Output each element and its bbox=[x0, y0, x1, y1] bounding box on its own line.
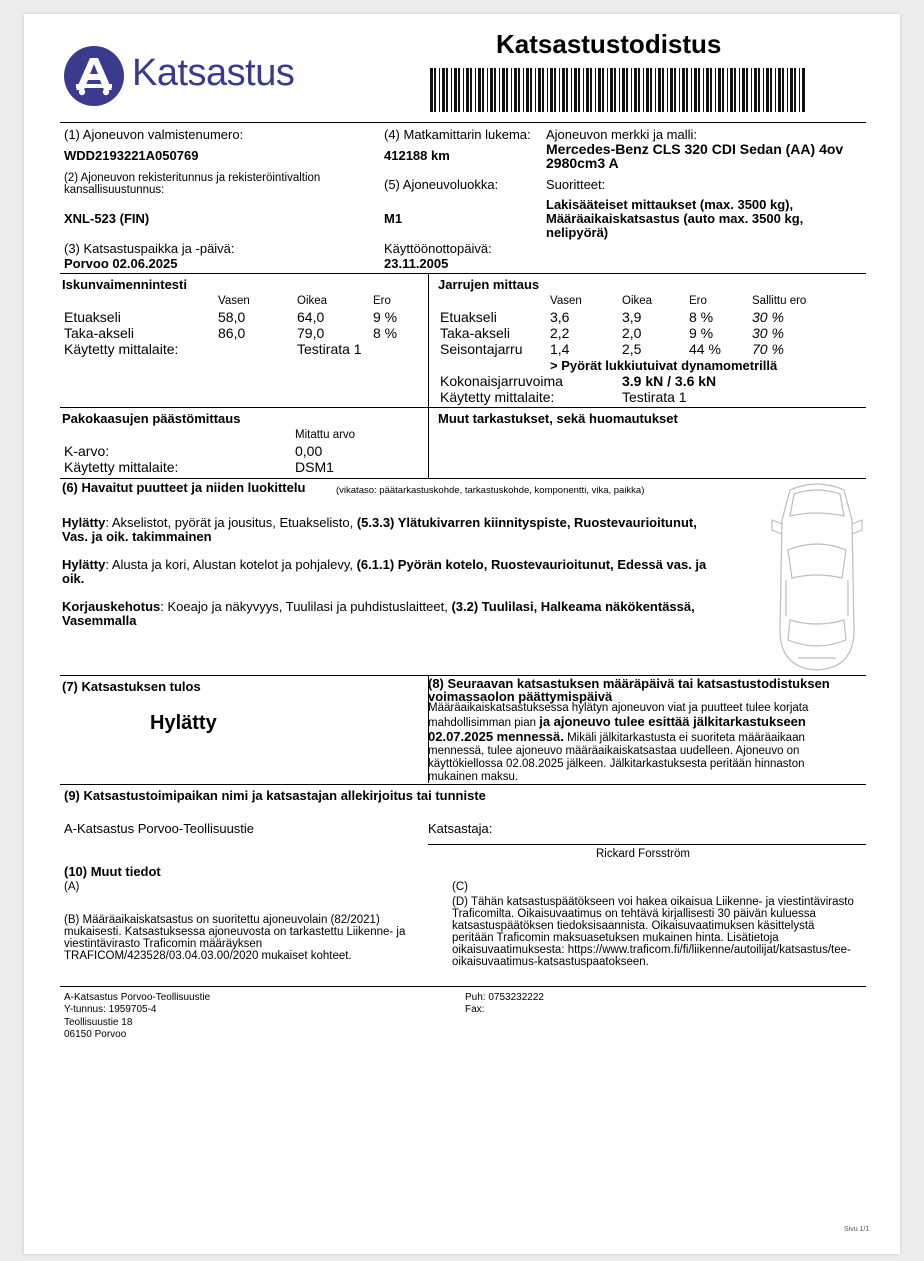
barcode-bar bbox=[466, 68, 469, 112]
barcode-bar bbox=[715, 68, 716, 112]
barcode-bar bbox=[463, 68, 464, 112]
barcode-bar bbox=[794, 68, 796, 112]
car-diagram-icon bbox=[768, 480, 866, 674]
defect-level: Hylätty bbox=[62, 557, 106, 572]
emission-k-label: K-arvo: bbox=[64, 443, 110, 459]
barcode-bar bbox=[535, 68, 536, 112]
vin-label: (1) Ajoneuvon valmistenumero: bbox=[64, 127, 244, 142]
barcode-bar bbox=[634, 68, 637, 112]
other-checks-title: Muut tarkastukset, sekä huomautukset bbox=[438, 411, 678, 426]
barcode-bar bbox=[578, 68, 580, 112]
brake-row-diff: 9 % bbox=[689, 325, 714, 341]
barcode-bar bbox=[658, 68, 661, 112]
barcode-bar bbox=[706, 68, 709, 112]
barcode-bar bbox=[499, 68, 500, 112]
certificate-page bbox=[24, 14, 900, 1254]
barcode-bar bbox=[643, 68, 644, 112]
barcode-bar bbox=[698, 68, 700, 112]
defects-subtitle: (vikataso: päätarkastuskohde, tarkastuskohde, komponentti, vika, paikka) bbox=[336, 485, 645, 496]
misc-c: (C) bbox=[452, 881, 468, 893]
barcode-bar bbox=[730, 68, 733, 112]
barcode-bar bbox=[758, 68, 760, 112]
defect-level: Korjauskehotus bbox=[62, 599, 161, 614]
odometer-label: (4) Matkamittarin lukema: bbox=[384, 127, 531, 142]
make-line1: Mercedes-Benz CLS 320 CDI Sedan (AA) 4ov bbox=[546, 141, 844, 157]
brake-row-label: Taka-akseli bbox=[440, 325, 511, 341]
barcode-bar bbox=[722, 68, 724, 112]
brake-col-left: Vasen bbox=[550, 295, 582, 307]
reg-label-line1: (2) Ajoneuvon rekisteritunnus ja rekisteröintivaltion bbox=[64, 172, 321, 184]
performed-line2: Määräaikaiskatsastus (auto max. 3500 kg, bbox=[546, 211, 804, 226]
vin-value: WDD2193221A050769 bbox=[64, 148, 199, 163]
barcode-bar bbox=[559, 68, 560, 112]
barcode-bar bbox=[622, 68, 625, 112]
brake-row-label: Seisontajarru bbox=[440, 341, 523, 357]
barcode-bar bbox=[478, 68, 481, 112]
footer-street: Teollisuustie 18 bbox=[64, 1017, 133, 1028]
barcode-bar bbox=[530, 68, 532, 112]
next-text bbox=[428, 702, 838, 784]
barcode-bar bbox=[482, 68, 484, 112]
barcode-bar bbox=[454, 68, 457, 112]
barcode-bar bbox=[691, 68, 692, 112]
intro-value: 23.11.2005 bbox=[384, 256, 449, 271]
barcode bbox=[430, 68, 810, 112]
place-value: Porvoo 02.06.2025 bbox=[64, 256, 178, 271]
barcode-bar bbox=[446, 68, 448, 112]
barcode-bar bbox=[631, 68, 632, 112]
class-value: M1 bbox=[384, 211, 403, 226]
barcode-bar bbox=[799, 68, 800, 112]
barcode-bar bbox=[787, 68, 788, 112]
barcode-bar bbox=[562, 68, 565, 112]
barcode-bar bbox=[614, 68, 616, 112]
emission-device-label: Käytetty mittalaite: bbox=[64, 459, 179, 475]
brake-col-allowed: Sallittu ero bbox=[752, 295, 807, 307]
class-label: (5) Ajoneuvoluokka: bbox=[384, 177, 499, 192]
next-title-line2: voimassaolon päättymispäivä bbox=[428, 689, 613, 704]
barcode-bar bbox=[742, 68, 745, 112]
inspector-name: Rickard Forsström bbox=[596, 848, 690, 860]
brake-row-diff: 8 % bbox=[689, 309, 714, 325]
barcode-bar bbox=[514, 68, 517, 112]
defect-level: Hylätty bbox=[62, 515, 106, 530]
inspector-label: Katsastaja: bbox=[428, 821, 493, 836]
emission-k-value: 0,00 bbox=[295, 443, 323, 459]
barcode-bar bbox=[739, 68, 740, 112]
barcode-bar bbox=[554, 68, 556, 112]
barcode-bar bbox=[754, 68, 757, 112]
barcode-bar bbox=[434, 68, 436, 112]
result-title: (7) Katsastuksen tulos bbox=[62, 679, 201, 694]
barcode-bar bbox=[574, 68, 577, 112]
place-label: (3) Katsastuspaikka ja -päivä: bbox=[64, 241, 235, 256]
barcode-bar bbox=[662, 68, 664, 112]
barcode-bar bbox=[718, 68, 721, 112]
emission-col-measured: Mitattu arvo bbox=[295, 429, 356, 441]
barcode-bar bbox=[598, 68, 601, 112]
defect-text: : Koeajo ja näkyvyys, Tuulilasi ja puhdistuslaitteet, bbox=[160, 599, 452, 614]
next-text-a: Määräaikaiskatsastuksessa hylätyn ajoneuvon viat ja puutteet tulee korjata mahdollisimman pian bbox=[428, 702, 809, 729]
barcode-bar bbox=[655, 68, 656, 112]
barcode-bar bbox=[506, 68, 508, 112]
barcode-bar bbox=[751, 68, 752, 112]
defect-item bbox=[62, 516, 726, 544]
barcode-bar bbox=[766, 68, 769, 112]
barcode-bar bbox=[802, 68, 805, 112]
brake-row-allowed: 30 % bbox=[752, 325, 784, 341]
brake-device: Testirata 1 bbox=[622, 389, 687, 405]
barcode-bar bbox=[778, 68, 781, 112]
defect-item bbox=[62, 558, 726, 586]
shock-device: Testirata 1 bbox=[297, 341, 362, 357]
barcode-bar bbox=[502, 68, 505, 112]
misc-title: (10) Muut tiedot bbox=[64, 864, 161, 879]
barcode-bar bbox=[458, 68, 460, 112]
barcode-bar bbox=[646, 68, 649, 112]
brake-col-right: Oikea bbox=[622, 295, 653, 307]
barcode-bar bbox=[487, 68, 488, 112]
shock-row-left: 86,0 bbox=[218, 325, 246, 341]
barcode-bar bbox=[763, 68, 764, 112]
barcode-bar bbox=[595, 68, 596, 112]
brake-row-right: 2,0 bbox=[622, 325, 642, 341]
next-deadline: ja ajoneuvo tulee esittää jälkitarkastukseen 02.07.2025 mennessä. bbox=[428, 714, 806, 744]
barcode-bar bbox=[518, 68, 520, 112]
barcode-bar bbox=[470, 68, 472, 112]
barcode-bar bbox=[667, 68, 668, 112]
brake-row-allowed: 30 % bbox=[752, 309, 784, 325]
brake-row-label: Etuakseli bbox=[440, 309, 497, 325]
shock-row-right: 79,0 bbox=[297, 325, 325, 341]
footer-ytunnus: Y-tunnus: 1959705-4 bbox=[64, 1004, 157, 1015]
make-label: Ajoneuvon merkki ja malli: bbox=[546, 127, 698, 142]
brake-row-left: 1,4 bbox=[550, 341, 570, 357]
defect-detail: (5.3.3) Ylätukivarren kiinnityspiste, Ruostevaurioitunut, Vas. ja oik. takimmainen bbox=[62, 515, 697, 544]
barcode-bar bbox=[550, 68, 553, 112]
barcode-bar bbox=[686, 68, 688, 112]
defects-title: (6) Havaitut puutteet ja niiden luokittelu bbox=[62, 480, 306, 495]
shock-row-diff: 8 % bbox=[373, 325, 398, 341]
misc-b: (B) Määräaikaiskatsastus on suoritettu ajoneuvolain (82/2021) mukaisesti. Katsastuksessa ajoneuvosta on tarkastettu Liikenne- ja viestintävirasto Traficomin määräyksen TRAFICOM/423528/03.04.03.00/2020 mukaiset kohteet. bbox=[64, 914, 406, 962]
barcode-bar bbox=[571, 68, 572, 112]
intro-label: Käyttöönottopäivä: bbox=[384, 241, 492, 256]
misc-d: (D) Tähän katsastuspäätökseen voi hakea oikaisua Liikenne- ja viestintävirasto Traficomilta. Oikaisuvaatimus on tehtävä kirjallisesti 30 päivän kuluessa katsastuspäätöksen tiedoksisaannista. Oikaisuvaatimuksen käsittelystä peritään Traficomin maksuasetuksen mukainen hinta. Lisätietoja oikaisuvaatimuksesta: https://www.traficom.fi/fi/liikenne/autoilijat/katsastus/tee-oikaisuvaatimus-katsastuspaatokseen. bbox=[452, 896, 854, 968]
barcode-bar bbox=[679, 68, 680, 112]
brake-row-left: 2,2 bbox=[550, 325, 570, 341]
station-name: A-Katsastus Porvoo-Teollisuustie bbox=[64, 821, 255, 836]
barcode-bar bbox=[511, 68, 512, 112]
barcode-bar bbox=[526, 68, 529, 112]
barcode-bar bbox=[610, 68, 613, 112]
performed-label: Suoritteet: bbox=[546, 177, 606, 192]
defect-detail: (3.2) Tuulilasi, Halkeama näkökentässä, Vasemmalla bbox=[62, 599, 695, 628]
shock-title: Iskunvaimennintesti bbox=[62, 277, 187, 292]
barcode-bar bbox=[590, 68, 592, 112]
brake-total: 3.9 kN / 3.6 kN bbox=[622, 373, 717, 389]
brake-row-right: 3,9 bbox=[622, 309, 642, 325]
barcode-bar bbox=[638, 68, 640, 112]
emission-device: DSM1 bbox=[295, 459, 334, 475]
shock-row-label: Taka-akseli bbox=[64, 325, 135, 341]
barcode-bar bbox=[674, 68, 676, 112]
shock-row-label: Etuakseli bbox=[64, 309, 121, 325]
barcode-bar bbox=[442, 68, 445, 112]
barcode-bar bbox=[790, 68, 793, 112]
performed-line3: nelipyörä) bbox=[546, 225, 609, 240]
barcode-bar bbox=[523, 68, 524, 112]
signature-title: (9) Katsastustoimipaikan nimi ja katsastajan allekirjoitus tai tunniste bbox=[64, 788, 486, 803]
barcode-bar bbox=[727, 68, 728, 112]
barcode-bar bbox=[770, 68, 772, 112]
odometer-value: 412188 km bbox=[384, 148, 450, 163]
barcode-bar bbox=[710, 68, 712, 112]
shock-row-diff: 9 % bbox=[373, 309, 398, 325]
brake-row-diff: 44 % bbox=[689, 341, 721, 357]
shock-row-left: 58,0 bbox=[218, 309, 246, 325]
reg-value: XNL-523 (FIN) bbox=[64, 211, 150, 226]
misc-a: (A) bbox=[64, 881, 80, 893]
barcode-bar bbox=[734, 68, 736, 112]
brake-row-left: 3,6 bbox=[550, 309, 570, 325]
next-title-line1: (8) Seuraavan katsastuksen määräpäivä tai katsastustodistuksen bbox=[428, 676, 830, 691]
brake-title: Jarrujen mittaus bbox=[438, 277, 540, 292]
barcode-bar bbox=[494, 68, 496, 112]
barcode-bar bbox=[542, 68, 544, 112]
reg-label-line2: kansallisuustunnus: bbox=[64, 184, 165, 196]
barcode-bar bbox=[746, 68, 748, 112]
defect-text: : Alusta ja kori, Alustan kotelot ja pohjalevy, bbox=[105, 557, 357, 572]
shock-col-right: Oikea bbox=[297, 295, 328, 307]
brake-row-right: 2,5 bbox=[622, 341, 642, 357]
barcode-bar bbox=[650, 68, 652, 112]
brake-col-diff: Ero bbox=[689, 295, 707, 307]
dyno-note: > Pyörät lukkiutuivat dynamometrillä bbox=[550, 358, 778, 373]
emission-title: Pakokaasujen päästömittaus bbox=[62, 411, 241, 426]
brake-device-label: Käytetty mittalaite: bbox=[440, 389, 555, 405]
page-title: Katsastustodistus bbox=[496, 29, 722, 59]
barcode-bar bbox=[602, 68, 604, 112]
barcode-bar bbox=[626, 68, 628, 112]
barcode-bar bbox=[439, 68, 440, 112]
defect-item bbox=[62, 600, 726, 628]
brand-name: Katsastus bbox=[132, 52, 295, 94]
make-line2: 2980cm3 A bbox=[546, 155, 619, 171]
barcode-bar bbox=[782, 68, 784, 112]
shock-col-left: Vasen bbox=[218, 295, 250, 307]
brake-total-label: Kokonaisjarruvoima bbox=[440, 373, 563, 389]
barcode-bar bbox=[430, 68, 433, 112]
barcode-bar bbox=[451, 68, 452, 112]
barcode-bar bbox=[547, 68, 548, 112]
shock-row-right: 64,0 bbox=[297, 309, 325, 325]
result-value: Hylätty bbox=[150, 712, 217, 734]
footer-company: A-Katsastus Porvoo-Teollisuustie bbox=[64, 992, 211, 1003]
barcode-bar bbox=[586, 68, 589, 112]
barcode-bar bbox=[583, 68, 584, 112]
barcode-bar bbox=[694, 68, 697, 112]
performed-line1: Lakisääteiset mittaukset (max. 3500 kg), bbox=[546, 197, 794, 212]
barcode-bar bbox=[490, 68, 493, 112]
barcode-bar bbox=[538, 68, 541, 112]
barcode-bar bbox=[682, 68, 685, 112]
footer-phone: Puh: 0753232222 bbox=[465, 992, 544, 1003]
barcode-bar bbox=[703, 68, 704, 112]
katsastus-logo-icon bbox=[62, 44, 126, 108]
defect-detail: (6.1.1) Pyörän kotelo, Ruostevaurioitunut, Edessä vas. ja oik. bbox=[62, 557, 707, 586]
shock-col-diff: Ero bbox=[373, 295, 391, 307]
barcode-bar bbox=[475, 68, 476, 112]
barcode-bar bbox=[619, 68, 620, 112]
brake-row-allowed: 70 % bbox=[752, 341, 784, 357]
shock-device-label: Käytetty mittalaite: bbox=[64, 341, 179, 357]
footer-fax: Fax: bbox=[465, 1004, 485, 1015]
footer-postal: 06150 Porvoo bbox=[64, 1029, 127, 1040]
next-text-c: Mikäli jälkitarkastusta ei suoriteta määräaikaan mennessä, tulee ajoneuvo määräaikaiskatsastaa uudelleen. Ajoneuvo on käyttökiellossa 02.08.2025 jälkeen. Jälkitarkastuksesta peritään hinnaston mukainen maksu. bbox=[428, 732, 805, 783]
page-number: Sivu 1/1 bbox=[844, 1226, 870, 1233]
barcode-bar bbox=[775, 68, 776, 112]
defect-text: : Akselistot, pyörät ja jousitus, Etuakselisto, bbox=[105, 515, 357, 530]
barcode-bar bbox=[670, 68, 673, 112]
barcode-bar bbox=[566, 68, 568, 112]
barcode-bar bbox=[607, 68, 608, 112]
